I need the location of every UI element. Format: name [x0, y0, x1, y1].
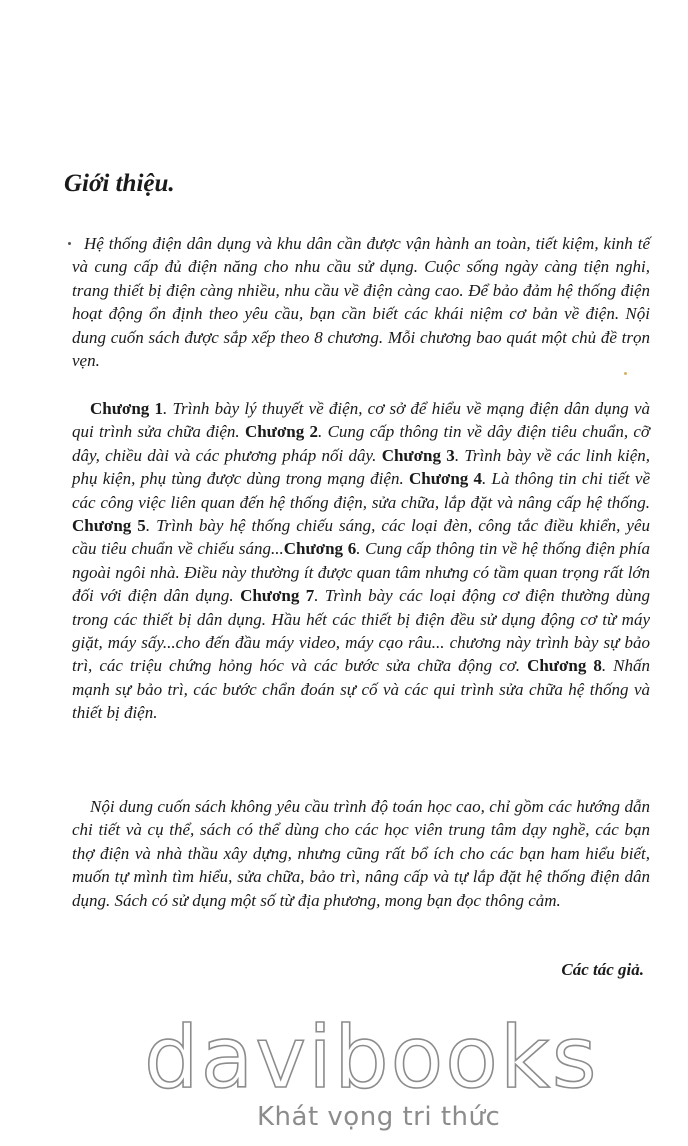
chapter-label: Chương 4	[408, 469, 483, 489]
author-signature: Các tác giả.	[561, 960, 644, 979]
intro-paragraph	[72, 232, 650, 372]
ink-speck	[624, 372, 627, 375]
chapter-description: . Là thông tin chi tiết về các công việc liên quan đến hệ thống điện, sửa chữa, lắp đặt và nâng cấp hệ thống.	[72, 469, 650, 512]
chapter-label: Chương 3	[381, 445, 455, 465]
chapter-description: . Nhấn mạnh sự bảo trì, các bước chẩn đoán sự cố và các qui trình sửa chữa hệ thống và thiết bị điện.	[72, 656, 650, 723]
watermark-tagline: Khát vọng tri thức	[257, 1102, 501, 1132]
chapter-description: . Trình bày lý thuyết về điện, cơ sở để hiểu về mạng điện dân dụng và qui trình sửa chữa điện.	[72, 399, 650, 442]
page-title: Giới thiệu.	[64, 170, 175, 197]
ink-speck	[68, 242, 71, 245]
intro-text: Hệ thống điện dân dụng và khu dân cần được vận hành an toàn, tiết kiệm, kinh tế và cung cấp đủ điện năng cho nhu cầu sử dụng. Cuộc sống ngày càng tiện nghi, trang thiết bị điện càng nhiều, nhu cầu về điện càng cao. Để bảo đảm hệ thống điện hoạt động ổn định theo yêu cầu, bạn cần biết các khái niệm cơ bản về điện. Nội dung cuốn sách được sắp xếp theo 8 chương. Mỗi chương bao quát một chủ đề trọn vẹn.	[72, 234, 650, 371]
chapter-label: Chương 2	[244, 422, 319, 442]
chapter-label: Chương 5	[72, 516, 146, 536]
chapter-description: . Trình bày các loại động cơ điện thường dùng trong các thiết bị dân dụng. Hầu hết các thiết bị điện đều sử dụng động cơ từ máy giặt, máy sấy...cho đến đầu máy video, máy cạo râu... chương này trình bày sự bảo trì, các triệu chứng hỏng hóc và các bước sửa chữa động cơ.	[72, 586, 650, 676]
chapter-label: Chương 7	[240, 586, 315, 606]
chapter-description: . Cung cấp thông tin về dây điện tiêu chuẩn, cỡ dây, chiều dài và các phương pháp nối dây.	[72, 422, 650, 465]
closing-paragraph	[72, 795, 650, 912]
chapter-description: . Trình bày về các linh kiện, phụ kiện, phụ tùng được dùng trong mạng điện.	[72, 445, 650, 489]
chapters-paragraph	[72, 397, 650, 725]
watermark-logo: davibooks	[144, 1008, 599, 1108]
chapter-description: . Cung cấp thông tin về hệ thống điện phía ngoài ngôi nhà. Điều này thường ít được quan tâm nhưng có tầm quan trọng rất lớn đối với điện dân dụng.	[72, 539, 650, 606]
closing-text: Nội dung cuốn sách không yêu cầu trình độ toán học cao, chỉ gồm các hướng dẫn chi tiết và cụ thể, sách có thể dùng cho các học viên trung tâm dạy nghề, các bạn thợ điện và nhà thầu xây dựng, nhưng cũng rất bổ ích cho các bạn ham hiểu biết, muốn tự mình tìm hiểu, sửa chữa, bảo trì, nâng cấp và tự lắp đặt hệ thống điện dân dụng. Sách có sử dụng một số từ địa phương, mong bạn đọc thông cảm.	[72, 797, 650, 910]
chapter-label: Chương 1	[90, 399, 164, 418]
chapter-description: . Trình bày hệ thống chiếu sáng, các loại đèn, công tắc điều khiển, yêu cầu tiêu chuẩn về chiếu sáng...	[72, 516, 650, 559]
chapter-label: Chương 6	[283, 539, 357, 559]
chapter-label: Chương 8	[527, 656, 602, 676]
